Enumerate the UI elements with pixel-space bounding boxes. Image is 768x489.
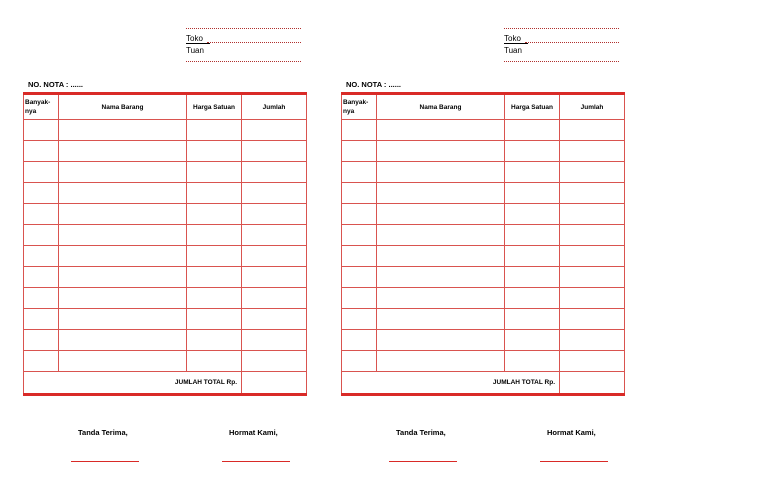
name-cell[interactable] bbox=[377, 183, 505, 204]
customer-header bbox=[186, 28, 301, 62]
amount-cell[interactable] bbox=[560, 162, 625, 183]
price-cell[interactable] bbox=[505, 330, 560, 351]
amount-cell[interactable] bbox=[560, 183, 625, 204]
qty-cell[interactable] bbox=[24, 183, 59, 204]
price-cell[interactable] bbox=[187, 351, 242, 372]
price-cell[interactable] bbox=[505, 351, 560, 372]
amount-cell[interactable] bbox=[560, 288, 625, 309]
amount-cell[interactable] bbox=[242, 162, 307, 183]
name-cell[interactable] bbox=[59, 246, 187, 267]
col-price-header: Harga Satuan bbox=[505, 94, 560, 120]
table-row bbox=[342, 120, 625, 141]
price-cell[interactable] bbox=[187, 288, 242, 309]
total-value-cell[interactable] bbox=[560, 372, 625, 395]
name-cell[interactable] bbox=[59, 162, 187, 183]
qty-cell[interactable] bbox=[342, 351, 377, 372]
toko-row bbox=[186, 32, 301, 43]
amount-cell[interactable] bbox=[560, 120, 625, 141]
name-cell[interactable] bbox=[59, 120, 187, 141]
customer-header bbox=[504, 28, 619, 62]
amount-cell[interactable] bbox=[560, 309, 625, 330]
amount-cell[interactable] bbox=[242, 141, 307, 162]
regards-label: Hormat Kami, bbox=[229, 428, 278, 437]
price-cell[interactable] bbox=[187, 225, 242, 246]
qty-cell[interactable] bbox=[342, 288, 377, 309]
received-signature-line bbox=[389, 461, 457, 462]
price-cell[interactable] bbox=[505, 183, 560, 204]
name-cell[interactable] bbox=[59, 204, 187, 225]
qty-cell[interactable] bbox=[342, 309, 377, 330]
table-row bbox=[342, 204, 625, 225]
col-price-header: Harga Satuan bbox=[187, 94, 242, 120]
table-header bbox=[342, 94, 625, 120]
table-row bbox=[24, 267, 307, 288]
table-row bbox=[342, 351, 625, 372]
price-cell[interactable] bbox=[505, 309, 560, 330]
table-row bbox=[24, 309, 307, 330]
name-cell[interactable] bbox=[59, 141, 187, 162]
price-cell[interactable] bbox=[187, 330, 242, 351]
table-row bbox=[342, 225, 625, 246]
amount-cell[interactable] bbox=[242, 183, 307, 204]
items-table bbox=[23, 92, 307, 396]
price-cell[interactable] bbox=[187, 309, 242, 330]
price-cell[interactable] bbox=[187, 204, 242, 225]
amount-cell[interactable] bbox=[560, 246, 625, 267]
regards-label: Hormat Kami, bbox=[547, 428, 596, 437]
invoice-form-right bbox=[339, 0, 625, 489]
name-cell[interactable] bbox=[59, 309, 187, 330]
name-cell[interactable] bbox=[377, 267, 505, 288]
received-label: Tanda Terima, bbox=[396, 428, 446, 437]
tuan-field[interactable] bbox=[504, 61, 619, 62]
table-row bbox=[342, 141, 625, 162]
amount-cell[interactable] bbox=[242, 225, 307, 246]
regards-signature-line bbox=[540, 461, 608, 462]
total-label: JUMLAH TOTAL Rp. bbox=[342, 372, 560, 395]
table-row bbox=[24, 120, 307, 141]
name-cell[interactable] bbox=[59, 288, 187, 309]
col-name-header: Nama Barang bbox=[377, 94, 505, 120]
price-cell[interactable] bbox=[505, 141, 560, 162]
toko-field[interactable] bbox=[525, 35, 619, 43]
table-row bbox=[24, 246, 307, 267]
qty-cell[interactable] bbox=[24, 267, 59, 288]
name-cell[interactable] bbox=[377, 309, 505, 330]
name-cell[interactable] bbox=[377, 120, 505, 141]
qty-cell[interactable] bbox=[342, 267, 377, 288]
name-cell[interactable] bbox=[377, 204, 505, 225]
amount-cell[interactable] bbox=[242, 204, 307, 225]
col-name-header: Nama Barang bbox=[59, 94, 187, 120]
name-cell[interactable] bbox=[377, 351, 505, 372]
qty-cell[interactable] bbox=[24, 351, 59, 372]
col-qty-header: Banyak-nya bbox=[24, 94, 59, 120]
name-cell[interactable] bbox=[377, 330, 505, 351]
invoice-number: NO. NOTA : ...... bbox=[28, 80, 83, 89]
name-cell[interactable] bbox=[377, 246, 505, 267]
amount-cell[interactable] bbox=[560, 330, 625, 351]
price-cell[interactable] bbox=[505, 162, 560, 183]
price-cell[interactable] bbox=[505, 225, 560, 246]
table-row bbox=[24, 225, 307, 246]
tuan-field[interactable] bbox=[186, 61, 301, 62]
dotted-line bbox=[504, 28, 619, 29]
qty-cell[interactable] bbox=[24, 162, 59, 183]
amount-cell[interactable] bbox=[242, 288, 307, 309]
name-cell[interactable] bbox=[377, 288, 505, 309]
qty-cell[interactable] bbox=[342, 246, 377, 267]
received-label: Tanda Terima, bbox=[78, 428, 128, 437]
price-cell[interactable] bbox=[187, 246, 242, 267]
regards-signature-line bbox=[222, 461, 290, 462]
price-cell[interactable] bbox=[187, 183, 242, 204]
table-row bbox=[24, 183, 307, 204]
price-cell[interactable] bbox=[505, 267, 560, 288]
table-row bbox=[342, 330, 625, 351]
amount-cell[interactable] bbox=[560, 225, 625, 246]
qty-cell[interactable] bbox=[24, 141, 59, 162]
name-cell[interactable] bbox=[377, 162, 505, 183]
amount-cell[interactable] bbox=[242, 120, 307, 141]
name-cell[interactable] bbox=[59, 330, 187, 351]
tuan-row bbox=[186, 44, 301, 55]
table-row bbox=[24, 288, 307, 309]
price-cell[interactable] bbox=[187, 120, 242, 141]
price-cell[interactable] bbox=[505, 204, 560, 225]
qty-cell[interactable] bbox=[24, 246, 59, 267]
received-signature-line bbox=[71, 461, 139, 462]
qty-cell[interactable] bbox=[342, 141, 377, 162]
invoice-number: NO. NOTA : ...... bbox=[346, 80, 401, 89]
toko-field[interactable] bbox=[207, 35, 301, 43]
qty-cell[interactable] bbox=[24, 204, 59, 225]
qty-cell[interactable] bbox=[342, 120, 377, 141]
qty-cell[interactable] bbox=[342, 162, 377, 183]
amount-cell[interactable] bbox=[560, 141, 625, 162]
amount-cell[interactable] bbox=[242, 309, 307, 330]
tuan-row bbox=[504, 44, 619, 55]
amount-cell[interactable] bbox=[242, 246, 307, 267]
amount-cell[interactable] bbox=[560, 351, 625, 372]
amount-cell[interactable] bbox=[242, 330, 307, 351]
total-value-cell[interactable] bbox=[242, 372, 307, 395]
table-row bbox=[24, 330, 307, 351]
amount-cell[interactable] bbox=[242, 351, 307, 372]
table-row bbox=[24, 204, 307, 225]
toko-label: Toko bbox=[504, 34, 521, 43]
table-row bbox=[24, 351, 307, 372]
qty-cell[interactable] bbox=[24, 120, 59, 141]
col-total-header: Jumlah bbox=[560, 94, 625, 120]
col-total-header: Jumlah bbox=[242, 94, 307, 120]
table-row bbox=[342, 183, 625, 204]
toko-label: Toko bbox=[186, 34, 203, 43]
table-header bbox=[24, 94, 307, 120]
name-cell[interactable] bbox=[377, 141, 505, 162]
table-row bbox=[342, 246, 625, 267]
qty-cell[interactable] bbox=[342, 183, 377, 204]
table-row bbox=[24, 141, 307, 162]
price-cell[interactable] bbox=[187, 267, 242, 288]
col-qty-header: Banyak-nya bbox=[342, 94, 377, 120]
name-cell[interactable] bbox=[59, 351, 187, 372]
items-table bbox=[341, 92, 625, 396]
table-row bbox=[24, 162, 307, 183]
tuan-label: Tuan bbox=[504, 46, 522, 55]
tuan-label: Tuan bbox=[186, 46, 204, 55]
qty-cell[interactable] bbox=[342, 204, 377, 225]
price-cell[interactable] bbox=[505, 288, 560, 309]
name-cell[interactable] bbox=[59, 183, 187, 204]
table-row bbox=[342, 267, 625, 288]
total-label: JUMLAH TOTAL Rp. bbox=[24, 372, 242, 395]
amount-cell[interactable] bbox=[560, 267, 625, 288]
table-row bbox=[342, 309, 625, 330]
table-row bbox=[342, 288, 625, 309]
toko-row bbox=[504, 32, 619, 43]
name-cell[interactable] bbox=[377, 225, 505, 246]
name-cell[interactable] bbox=[59, 225, 187, 246]
qty-cell[interactable] bbox=[342, 225, 377, 246]
table-row bbox=[342, 162, 625, 183]
price-cell[interactable] bbox=[187, 141, 242, 162]
total-row bbox=[24, 372, 307, 395]
qty-cell[interactable] bbox=[24, 330, 59, 351]
qty-cell[interactable] bbox=[24, 288, 59, 309]
qty-cell[interactable] bbox=[342, 330, 377, 351]
name-cell[interactable] bbox=[59, 267, 187, 288]
qty-cell[interactable] bbox=[24, 225, 59, 246]
dotted-line bbox=[186, 28, 301, 29]
price-cell[interactable] bbox=[505, 120, 560, 141]
price-cell[interactable] bbox=[187, 162, 242, 183]
qty-cell[interactable] bbox=[24, 309, 59, 330]
amount-cell[interactable] bbox=[242, 267, 307, 288]
total-row bbox=[342, 372, 625, 395]
invoice-form-left bbox=[21, 0, 307, 489]
amount-cell[interactable] bbox=[560, 204, 625, 225]
price-cell[interactable] bbox=[505, 246, 560, 267]
